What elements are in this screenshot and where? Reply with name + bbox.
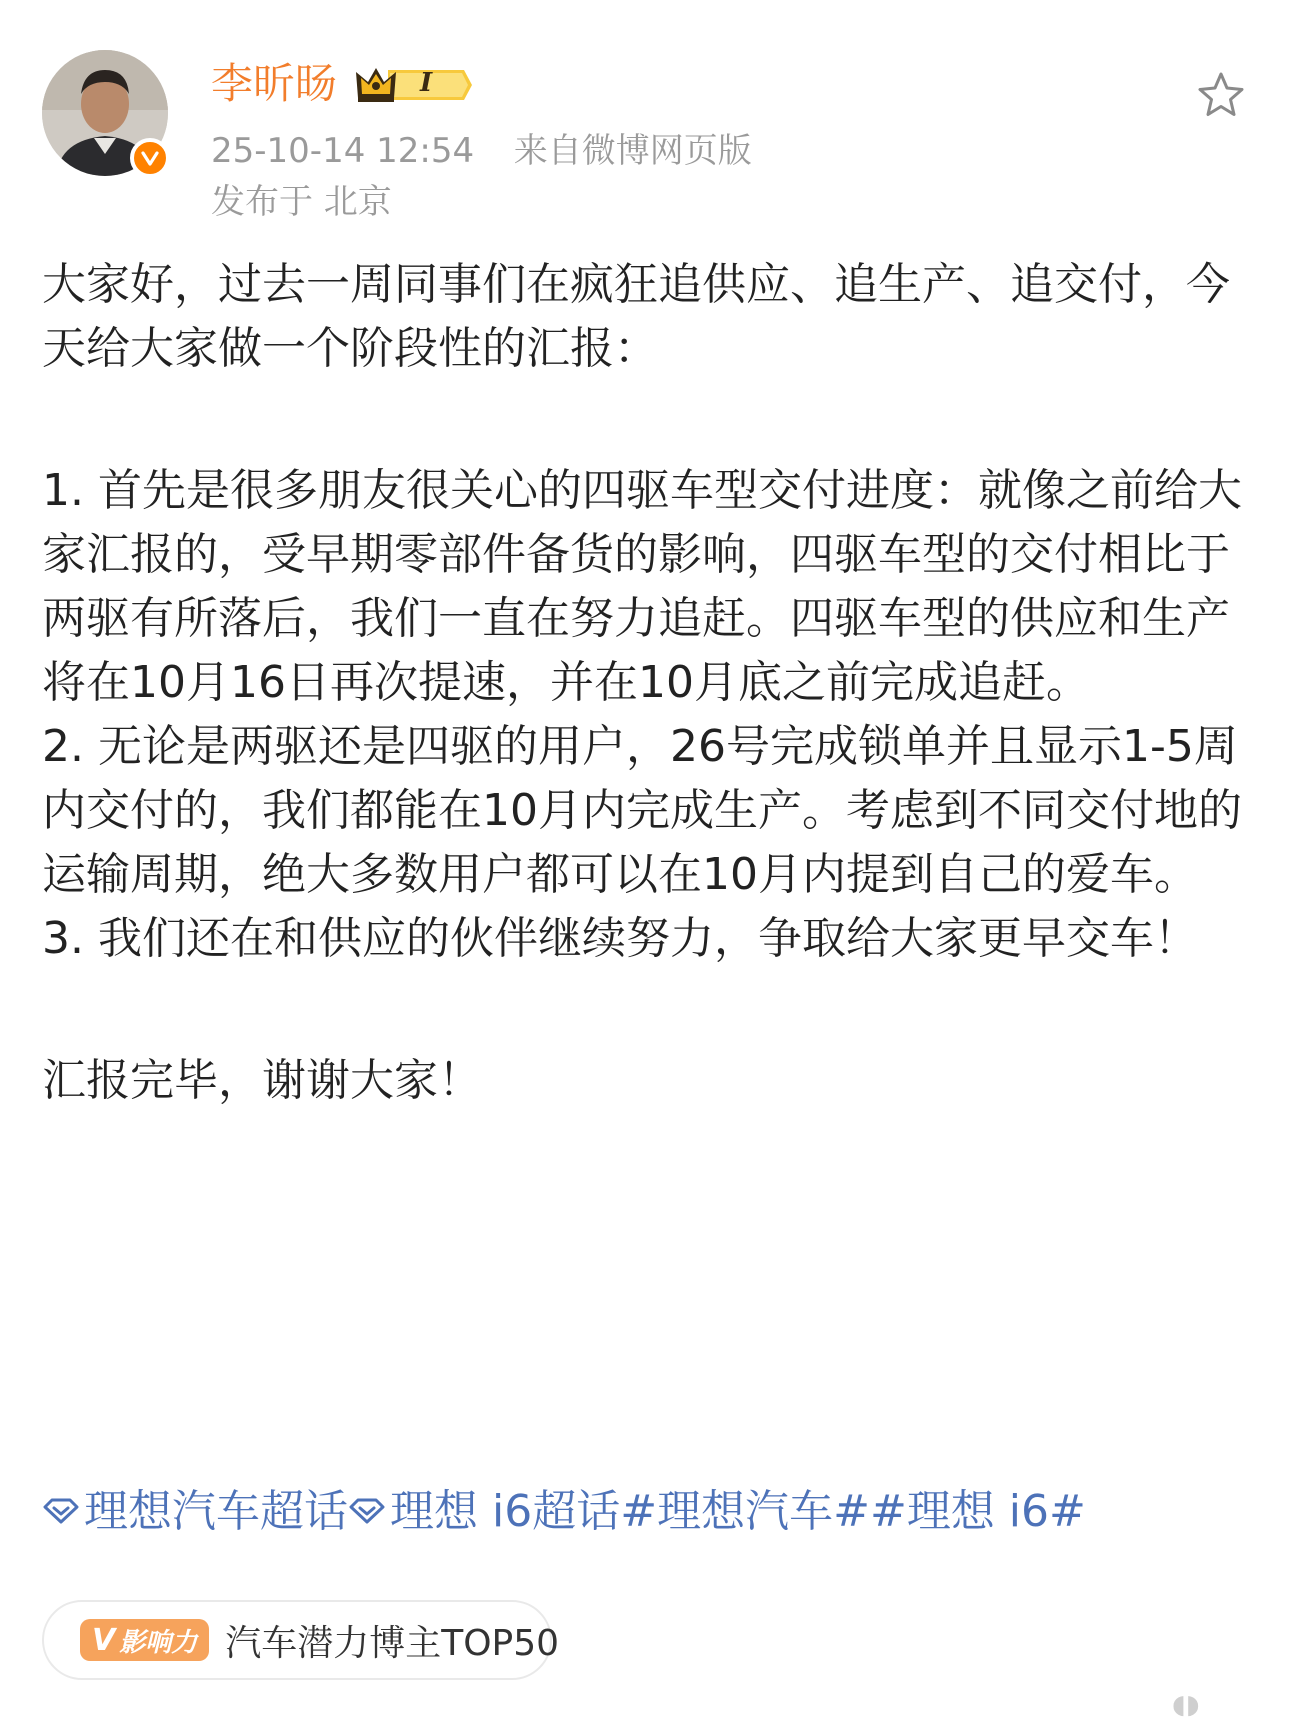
- post-paragraph-1: 1. 首先是很多朋友很关心的四驱车型交付进度：就像之前给大家汇报的，受早期零部件备货的影响，四驱车型的交付相比于两驱有所落后，我们一直在努力追赶。四驱车型的供应和生产将在10月16日再次提速，并在10月底之前完成追赶。: [42, 465, 1242, 708]
- post-paragraph-closing: 汇报完毕，谢谢大家！: [42, 1055, 482, 1106]
- v-letter: V: [92, 1622, 116, 1658]
- post-source: 来自微博网页版: [513, 131, 752, 171]
- post-paragraph-3: 3. 我们还在和供应的伙伴继续努力，争取给大家更早交车！: [42, 913, 1198, 964]
- verified-icon: [130, 138, 170, 178]
- favorite-star-button[interactable]: [1192, 66, 1250, 124]
- star-icon: [1196, 70, 1246, 120]
- post-paragraph-2: 2. 无论是两驱还是四驱的用户，26号完成锁单并且显示1-5周内交付的，我们都能在10月内完成生产。考虑到不同交付地的运输周期，绝大多数用户都可以在10月内提到自己的爱车。: [42, 721, 1242, 900]
- influence-text: 汽车潜力博主TOP50: [225, 1622, 560, 1664]
- post-timestamp[interactable]: 25-10-14 12:54: [211, 131, 475, 171]
- topic-label: 理想汽车超话: [84, 1486, 348, 1537]
- hashtag-link-lixiang[interactable]: #理想汽车#: [620, 1486, 870, 1537]
- supertopic-link-lixiang[interactable]: [42, 1486, 348, 1537]
- post-body: [42, 253, 1242, 1113]
- post-paragraph-intro: 大家好，过去一周同事们在疯狂追供应、追生产、追交付，今天给大家做一个阶段性的汇报：: [42, 259, 1230, 374]
- influence-v-badge: [80, 1619, 209, 1661]
- topic-label: 理想 i6超话: [390, 1486, 621, 1537]
- influence-badge-label: 影响力: [119, 1627, 198, 1658]
- post-location: 发布于 北京: [211, 182, 392, 222]
- post-header: [42, 50, 1252, 230]
- post-meta: [211, 130, 752, 172]
- user-name[interactable]: 李昕旸: [211, 59, 338, 108]
- supertopic-diamond-icon: [42, 1498, 80, 1524]
- vip-level: I: [420, 68, 433, 98]
- corner-mark-icon: ◖◗: [1172, 1690, 1200, 1720]
- hashtag-link-i6[interactable]: #理想 i6#: [869, 1486, 1086, 1537]
- influence-badge-pill[interactable]: [42, 1600, 560, 1680]
- supertopic-diamond-icon: [348, 1498, 386, 1524]
- supertopic-link-i6[interactable]: [348, 1486, 620, 1537]
- vip-crown-icon[interactable]: [354, 64, 472, 106]
- topic-links: [42, 1480, 1252, 1544]
